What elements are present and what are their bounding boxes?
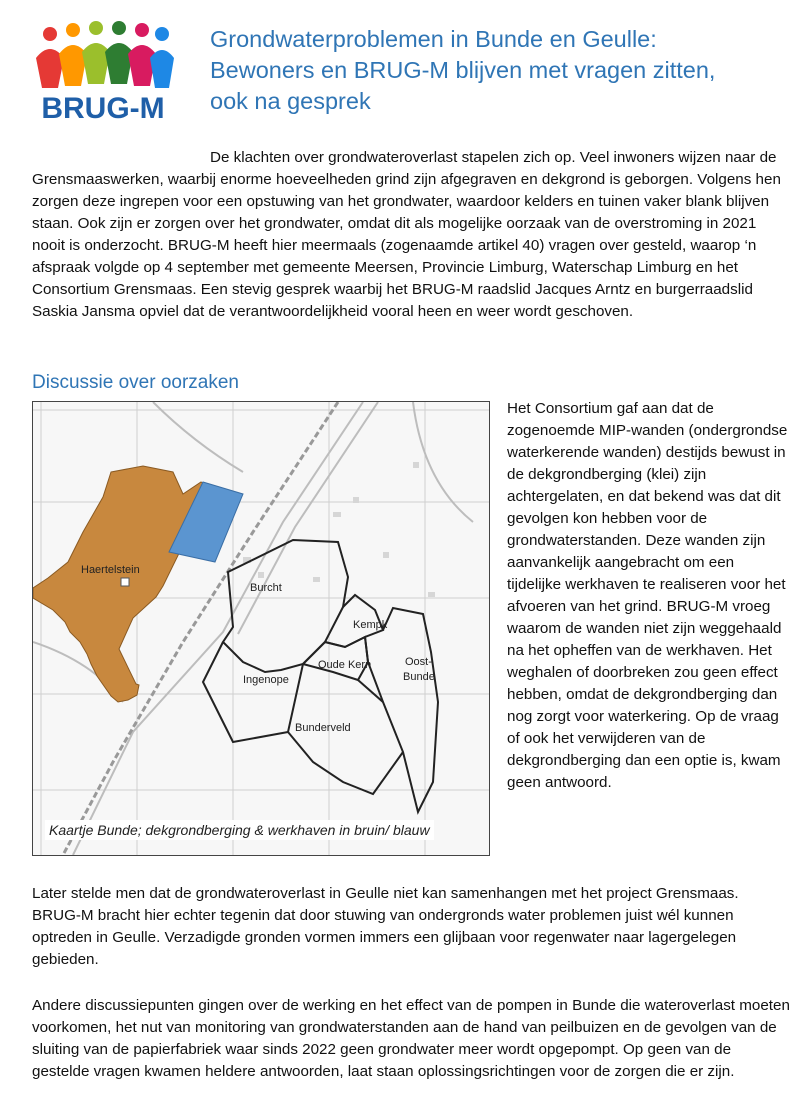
map-label-burcht: Burcht — [250, 582, 282, 594]
title-line-1: Grondwaterproblemen in Bunde en Geulle: — [210, 26, 657, 52]
map-label-haertelstein: Haertelstein — [81, 564, 140, 576]
map-label-bunderveld: Bunderveld — [295, 722, 351, 734]
page-title — [210, 24, 790, 117]
title-line-3: ook na gesprek — [210, 88, 371, 114]
brug-m-logo — [28, 18, 178, 128]
map-label-kempk: Kempk — [353, 619, 388, 631]
consortium-paragraph: Het Consortium gaf aan dat de zogenoemde MIP-wanden (ondergrondse waterkerende wanden) destijds bewust in de dekgrondberging (klei) zijn achtergelaten, en dat bekend was dat dit gevolgen kon hebben voor de grondwaterstanden. Deze wanden zijn aanvankelijk aangebracht om een tijdelijke werkhaven te realiseren voor het afvoeren van het grind. BRUG-M vroeg waarom de wanden niet zijn weggehaald na het opheffen van de werkhaven. Het weghalen of doorbreken zou geen effect hebben, omdat de dekgrondberging dan nog zorgt voor waterkering. Op de vraag of ook het verwijderen van de dekgrondberging dan een optie is, kwam geen antwoord. — [507, 400, 788, 791]
bunde-map — [33, 402, 489, 855]
intro-paragraph: De klachten over grondwateroverlast stapelen zich op. Veel inwoners wijzen naar de Grensmaaswerken, waarbij enorme hoeveelheden grind zijn afgegraven en dekgrond is geborgen. Volgens hen zorgen deze ingrepen voor een opstuwing van het grondwater, waardoor kelders en tuinen vaker blank blijven staan. Ook zijn er zorgen over het grondwater, omdat dit als mogelijke oorzaak van de overstroming in 2021 nooit is onderzocht. BRUG-M heeft hier meermaals (zogenaamde artikel 40) vragen over gesteld, waarop ‘n afspraak volgde op 4 september met gemeente Meersen, Provincie Limburg, Waterschap Limburg en het Consortium Grensmaas. Een stevig gesprek waarbij het BRUG-M raadslid Jacques Arntz en burgerraadslid Saskia Jansma opviel dat de verantwoordelijkheid vooral heen en weer wordt geschoven. — [32, 149, 781, 320]
map-caption: Kaartje Bunde; dekgrondberging & werkhaven in bruin/ blauw — [45, 820, 434, 840]
map-label-oost: Oost- — [405, 656, 432, 668]
map-label-ingenope: Ingenope — [243, 674, 289, 686]
logo-text: BRUG-M — [41, 92, 165, 125]
section-heading: Discussie over oorzaken — [32, 372, 239, 393]
map-label-oude-kern: Oude Kern — [318, 659, 372, 671]
pompen-paragraph: Andere discussiepunten gingen over de werking en het effect van de pompen in Bunde die wateroverlast moeten voorkomen, het nut van monitoring van grondwaterstanden aan de hand van peilbuizen en de gevolgen van de sluiting van de papierfabriek waar sinds 2022 geen grondwater meer wordt opgepompt. Op geen van de gestelde vragen kwamen heldere antwoorden, laat staan oplossingsrichtingen voor de zorgen die er zijn. — [32, 997, 790, 1080]
title-line-2: Bewoners en BRUG-M blijven met vragen zitten, — [210, 57, 716, 83]
geulle-paragraph: Later stelde men dat de grondwateroverlast in Geulle niet kan samenhangen met het project Grensmaas. BRUG-M bracht hier echter tegenin dat door stuwing van ondergronds water problemen juist wél kunnen optreden in Geulle. Verzadigde gronden vormen immers een glijbaan voor regenwater naar lagergelegen gebieden. — [32, 885, 739, 968]
map-figure — [32, 401, 490, 856]
people-figures-icon — [28, 18, 178, 128]
map-label-bunde: Bunde — [403, 671, 435, 683]
